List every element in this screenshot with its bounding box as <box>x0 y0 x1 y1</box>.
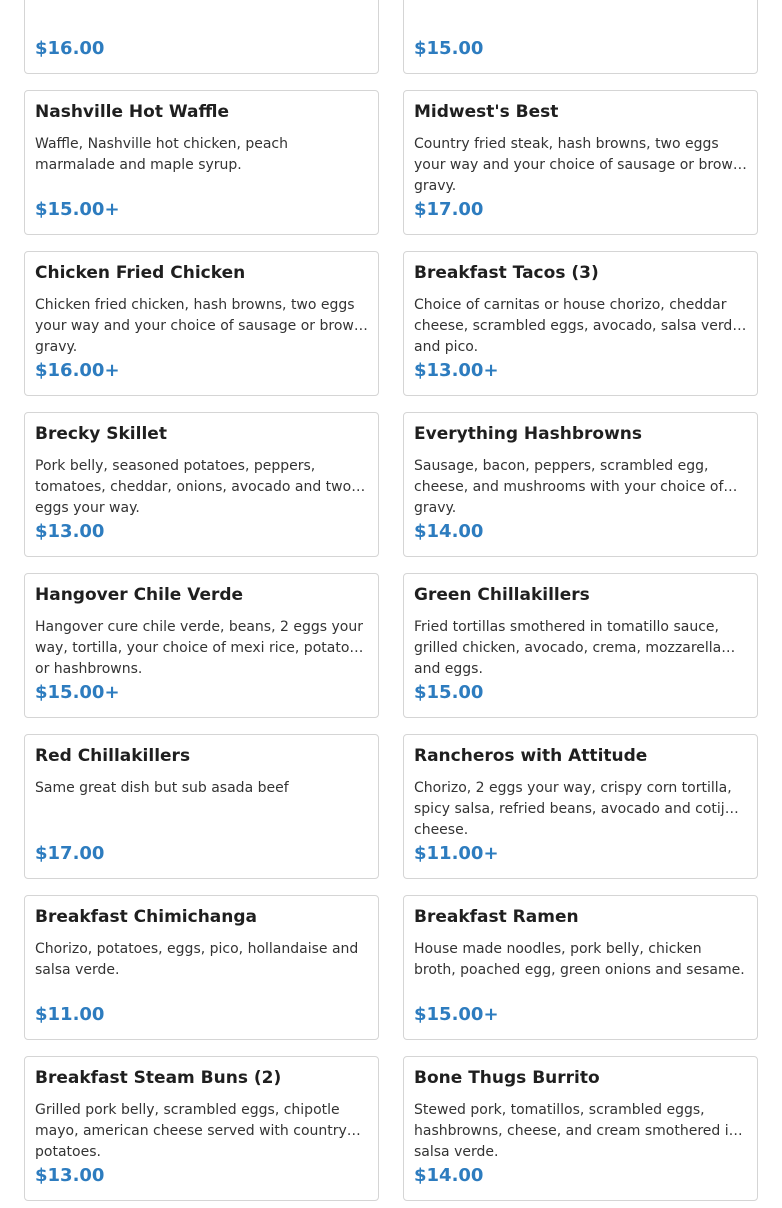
menu-item-description: Same great dish but sub asada beef <box>35 780 289 796</box>
menu-item-price: $15.00+ <box>35 682 120 703</box>
menu-item-card[interactable] <box>403 90 758 235</box>
menu-item-price: $11.00+ <box>414 843 499 864</box>
menu-item-description: Chorizo, 2 eggs your way, crispy corn tortilla, spicy salsa, refried beans, avocado and cotija cheese. <box>414 780 734 838</box>
menu-item-name: Breakfast Steam Buns (2) <box>35 1068 282 1088</box>
menu-item-card[interactable] <box>403 895 758 1040</box>
menu-item-name: Nashville Hot Waffle <box>35 102 230 122</box>
menu-item-grid <box>24 0 758 1201</box>
menu-item-price: $11.00 <box>35 1004 105 1025</box>
menu-item-card[interactable] <box>403 412 758 557</box>
menu-item-name: Breakfast Ramen <box>414 907 579 927</box>
menu-item-name: Rancheros with Attitude <box>414 746 648 766</box>
menu-item-card[interactable] <box>403 0 758 74</box>
menu-item-card[interactable] <box>24 90 379 235</box>
menu-item-price: $14.00 <box>414 521 484 542</box>
menu-item-card[interactable] <box>403 251 758 396</box>
menu-item-description: Pork belly, seasoned potatoes, peppers, tomatoes, cheddar, onions, avocado and two eggs your way. <box>35 458 352 516</box>
menu-item-description: Waffle, Nashville hot chicken, peach marmalade and maple syrup. <box>35 136 288 173</box>
menu-item-description: Country fried steak, hash browns, two eggs your way and your choice of sausage or brown gravy. <box>414 136 742 194</box>
menu-item-price: $15.00+ <box>414 1004 499 1025</box>
menu-item-description: Hangover cure chile verde, beans, 2 eggs your way, tortilla, your choice of mexi rice, potatoes or hashbrowns. <box>35 619 366 677</box>
menu-item-name: Midwest's Best <box>414 102 559 122</box>
menu-item-name: Red Chillakillers <box>35 746 191 766</box>
menu-item-price: $16.00+ <box>35 360 120 381</box>
menu-item-price: $15.00+ <box>35 199 120 220</box>
menu-item-card[interactable] <box>403 1056 758 1201</box>
menu-item-name: Everything Hashbrowns <box>414 424 643 444</box>
menu-item-price: $15.00 <box>414 38 484 59</box>
menu-item-name: Chicken Fried Chicken <box>35 263 246 283</box>
menu-item-description: Fried tortillas smothered in tomatillo sauce, grilled chicken, avocado, crema, mozzarella and eggs. <box>414 619 722 677</box>
menu-item-card[interactable] <box>24 0 379 74</box>
menu-item-card[interactable] <box>24 1056 379 1201</box>
menu-item-description: Choice of carnitas or house chorizo, cheddar cheese, scrambled eggs, avocado, salsa verde and pico. <box>414 297 741 355</box>
menu-item-description: Chorizo, potatoes, eggs, pico, hollandaise and salsa verde. <box>35 941 359 978</box>
menu-item-price: $13.00+ <box>414 360 499 381</box>
menu-item-name: Breakfast Tacos (3) <box>414 263 599 283</box>
menu-item-name: Brecky Skillet <box>35 424 167 444</box>
menu-item-price: $17.00 <box>35 843 105 864</box>
menu-item-description: Grilled pork belly, scrambled eggs, chipotle mayo, american cheese served with country potatoes. <box>35 1102 347 1160</box>
menu-item-price: $16.00 <box>35 38 105 59</box>
menu-item-card[interactable] <box>24 412 379 557</box>
menu-item-price: $13.00 <box>35 521 105 542</box>
menu-item-name: Green Chillakillers <box>414 585 590 605</box>
menu-item-description: Sausage, bacon, peppers, scrambled egg, cheese, and mushrooms with your choice of gravy. <box>414 458 724 516</box>
menu-item-price: $14.00 <box>414 1165 484 1186</box>
menu-item-card[interactable] <box>24 251 379 396</box>
menu-item-name: Bone Thugs Burrito <box>414 1068 600 1088</box>
menu-item-card[interactable] <box>24 573 379 718</box>
menu-item-name: Breakfast Chimichanga <box>35 907 258 927</box>
menu-item-description: Chicken fried chicken, hash browns, two eggs your way and your choice of sausage or brown gravy. <box>35 297 363 355</box>
menu-item-price: $15.00 <box>414 682 484 703</box>
menu-item-price: $13.00 <box>35 1165 105 1186</box>
menu-item-card[interactable] <box>24 895 379 1040</box>
menu-item-card[interactable] <box>403 734 758 879</box>
menu-item-description: Stewed pork, tomatillos, scrambled eggs, hashbrowns, cheese, and cream smothered in salsa verde. <box>414 1102 738 1160</box>
menu-item-price: $17.00 <box>414 199 484 220</box>
menu-item-card[interactable] <box>403 573 758 718</box>
menu-item-name: Hangover Chile Verde <box>35 585 244 605</box>
menu-item-card[interactable] <box>24 734 379 879</box>
menu-item-description: House made noodles, pork belly, chicken broth, poached egg, green onions and sesame. <box>414 941 745 978</box>
